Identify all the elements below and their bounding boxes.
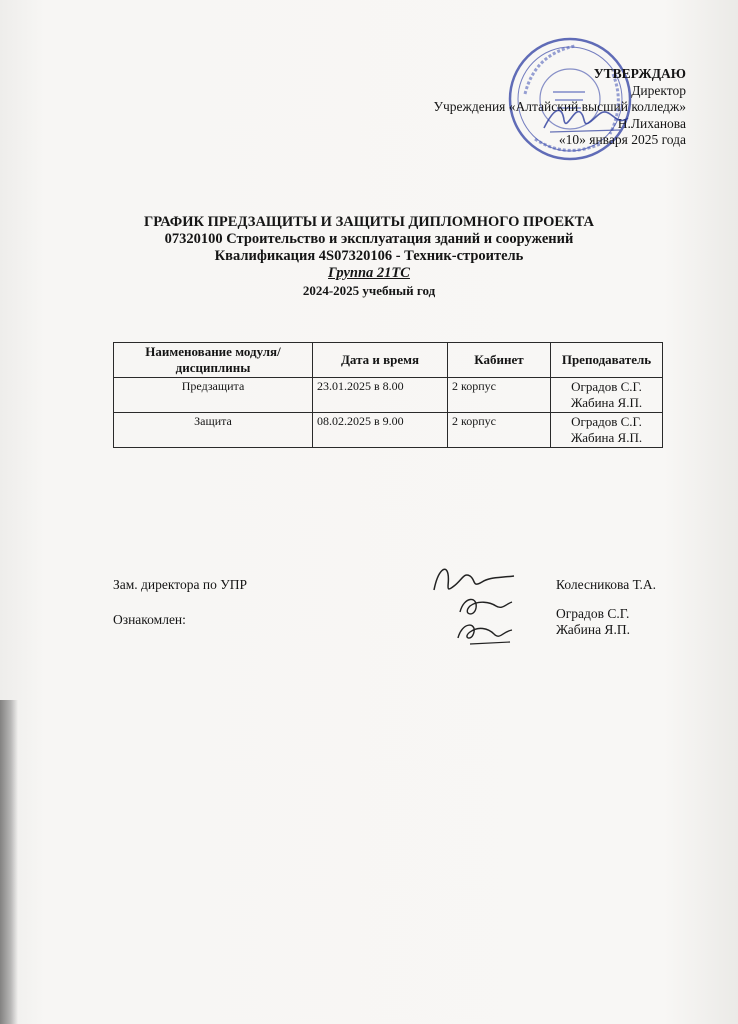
document-group: Группа 21ТС bbox=[328, 265, 410, 281]
document-year: 2024-2025 учебный год bbox=[302, 283, 436, 298]
ack-names bbox=[556, 606, 630, 638]
teacher-name: Оградов С.Г. bbox=[571, 379, 642, 394]
scan-shadow bbox=[0, 700, 18, 1024]
header-room: Кабинет bbox=[448, 343, 551, 378]
cell-room: 2 корпус bbox=[448, 413, 551, 448]
teacher-name: Жабина Я.П. bbox=[570, 395, 643, 410]
teacher-name: Оградов С.Г. bbox=[571, 414, 642, 429]
deputy-name: Колесникова Т.А. bbox=[556, 577, 656, 592]
document-specialty: 07320100 Строительство и эксплуатация зданий и сооружений bbox=[164, 231, 574, 247]
cell-room: 2 корпус bbox=[448, 378, 551, 413]
table-row bbox=[114, 413, 663, 448]
table-header-row bbox=[114, 343, 663, 378]
approval-signer: Н.Лиханова bbox=[617, 115, 686, 131]
ack-signature-icon bbox=[450, 592, 520, 654]
document-qualification: Квалификация 4S07320106 - Техник-строитель bbox=[214, 248, 524, 264]
header-teacher: Преподаватель bbox=[551, 343, 663, 378]
cell-teacher bbox=[551, 378, 663, 413]
director-signature-icon bbox=[540, 98, 630, 140]
cell-module: Защита bbox=[114, 413, 313, 448]
ack-label: Ознакомлен: bbox=[113, 612, 186, 627]
cell-module: Предзащита bbox=[114, 378, 313, 413]
cell-datetime: 23.01.2025 в 8.00 bbox=[313, 378, 448, 413]
ack-name: Оградов С.Г. bbox=[556, 606, 630, 621]
approval-heading: УТВЕРЖДАЮ bbox=[593, 66, 686, 81]
teacher-name: Жабина Я.П. bbox=[570, 430, 643, 445]
approval-position: Директор bbox=[631, 82, 686, 98]
schedule-table bbox=[113, 342, 663, 448]
document-title: ГРАФИК ПРЕДЗАЩИТЫ И ЗАЩИТЫ ДИПЛОМНОГО ПРОЕКТА bbox=[144, 214, 594, 230]
approval-date: «10» января 2025 года bbox=[558, 132, 686, 147]
approval-organization: Учреждения «Алтайский высший колледж» bbox=[433, 99, 686, 114]
cell-teacher bbox=[551, 413, 663, 448]
ack-name: Жабина Я.П. bbox=[556, 622, 630, 637]
header-datetime: Дата и время bbox=[313, 343, 448, 378]
table-row bbox=[114, 378, 663, 413]
header-module: Наименование модуля/ дисциплины bbox=[114, 343, 313, 378]
cell-datetime: 08.02.2025 в 9.00 bbox=[313, 413, 448, 448]
deputy-label: Зам. директора по УПР bbox=[113, 577, 248, 592]
document-header bbox=[0, 214, 738, 299]
